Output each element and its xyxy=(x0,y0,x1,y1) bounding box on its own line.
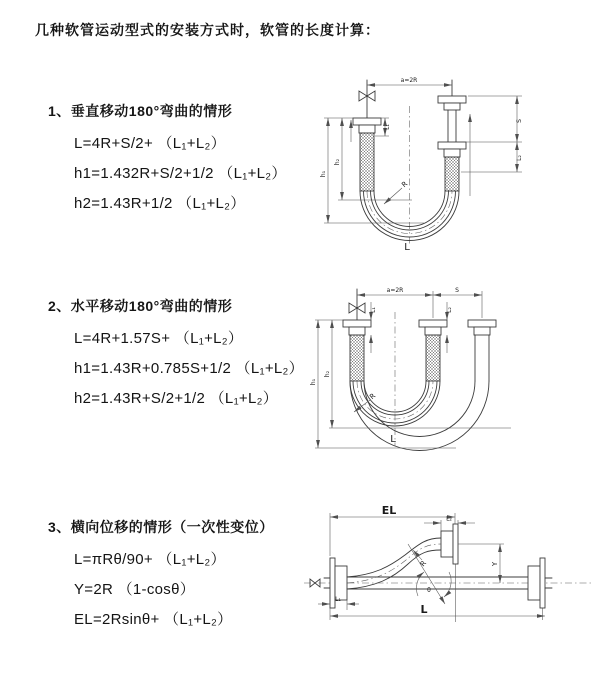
valve-icon xyxy=(349,303,357,313)
d3-label-el: EL xyxy=(381,504,397,517)
d3-label-theta: θ xyxy=(427,587,431,594)
d2-label-length: L xyxy=(390,434,396,445)
section-2-formula-h1: h1=1.43R+0.785S+1/2 （L₁+L₂） xyxy=(74,360,304,377)
section-3-formula-L: L=πRθ/90+ （L₁+L₂） xyxy=(74,551,226,568)
d1-label-length: L xyxy=(404,242,410,253)
d2-label-l1: L₁ xyxy=(370,307,377,313)
page-title: 几种软管运动型式的安装方式时，软管的长度计算： xyxy=(35,22,380,38)
d3-label-y: Y xyxy=(491,561,499,567)
d3-dimensions xyxy=(318,504,545,622)
section-3-formula-Y: Y=2R （1-cosθ） xyxy=(74,581,196,598)
d2-label-r: R xyxy=(368,391,378,402)
d1-label-s: S xyxy=(516,119,523,123)
diagram-3-lateral-displacement xyxy=(296,500,600,652)
d3-label-length: L xyxy=(420,603,428,616)
d2-label-h2: h₂ xyxy=(324,370,331,378)
d2-label-s: S xyxy=(455,287,459,294)
d2-label-h1: h₁ xyxy=(310,378,317,386)
section-1-formula-h2: h2=1.43R+1/2 （L₁+L₂） xyxy=(74,195,246,212)
d3-label-l2: L₂ xyxy=(446,515,452,523)
angle-chord-line xyxy=(408,544,445,604)
valve-icon xyxy=(359,91,367,101)
d3-hose xyxy=(310,524,552,608)
d1-label-r: R xyxy=(400,179,410,190)
d1-centerlines xyxy=(367,106,452,246)
d1-label-span: a=2R xyxy=(400,77,418,84)
section-2-formula-h2: h2=1.43R+S/2+1/2 （L₁+L₂） xyxy=(74,390,279,407)
d2-label-l2: L₂ xyxy=(446,307,453,313)
braid-section xyxy=(350,335,364,381)
d1-label-h1: h₁ xyxy=(320,170,327,178)
section-3-formula-EL: EL=2Rsinθ+ （L₁+L₂） xyxy=(74,611,233,628)
braid-section xyxy=(360,133,374,191)
section-2-heading: 2、水平移动180°弯曲的情形 xyxy=(48,298,233,314)
d2-label-span: a=2R xyxy=(386,287,404,294)
d1-label-l2: L₂ xyxy=(516,155,523,161)
d3-label-r: R xyxy=(418,559,429,569)
d2-hose xyxy=(343,289,496,451)
d3-label-l1: L₁ xyxy=(335,596,341,603)
section-2-formula-L: L=4R+1.57S+ （L₁+L₂） xyxy=(74,330,244,347)
d1-label-l1: L₁ xyxy=(384,124,391,130)
section-1-formula-L: L=4R+S/2+ （L₁+L₂） xyxy=(74,135,226,152)
d1-label-h2: h₂ xyxy=(334,158,341,166)
section-1-heading: 1、垂直移动180°弯曲的情形 xyxy=(48,103,233,119)
section-3-heading: 3、横向位移的情形（一次性变位） xyxy=(48,519,274,535)
diagram-2-horizontal-bend xyxy=(306,276,596,464)
diagram-1-vertical-bend xyxy=(312,66,594,258)
d1-dimensions xyxy=(320,77,523,253)
section-1-formula-h1: h1=1.432R+S/2+1/2 （L₁+L₂） xyxy=(74,165,287,182)
